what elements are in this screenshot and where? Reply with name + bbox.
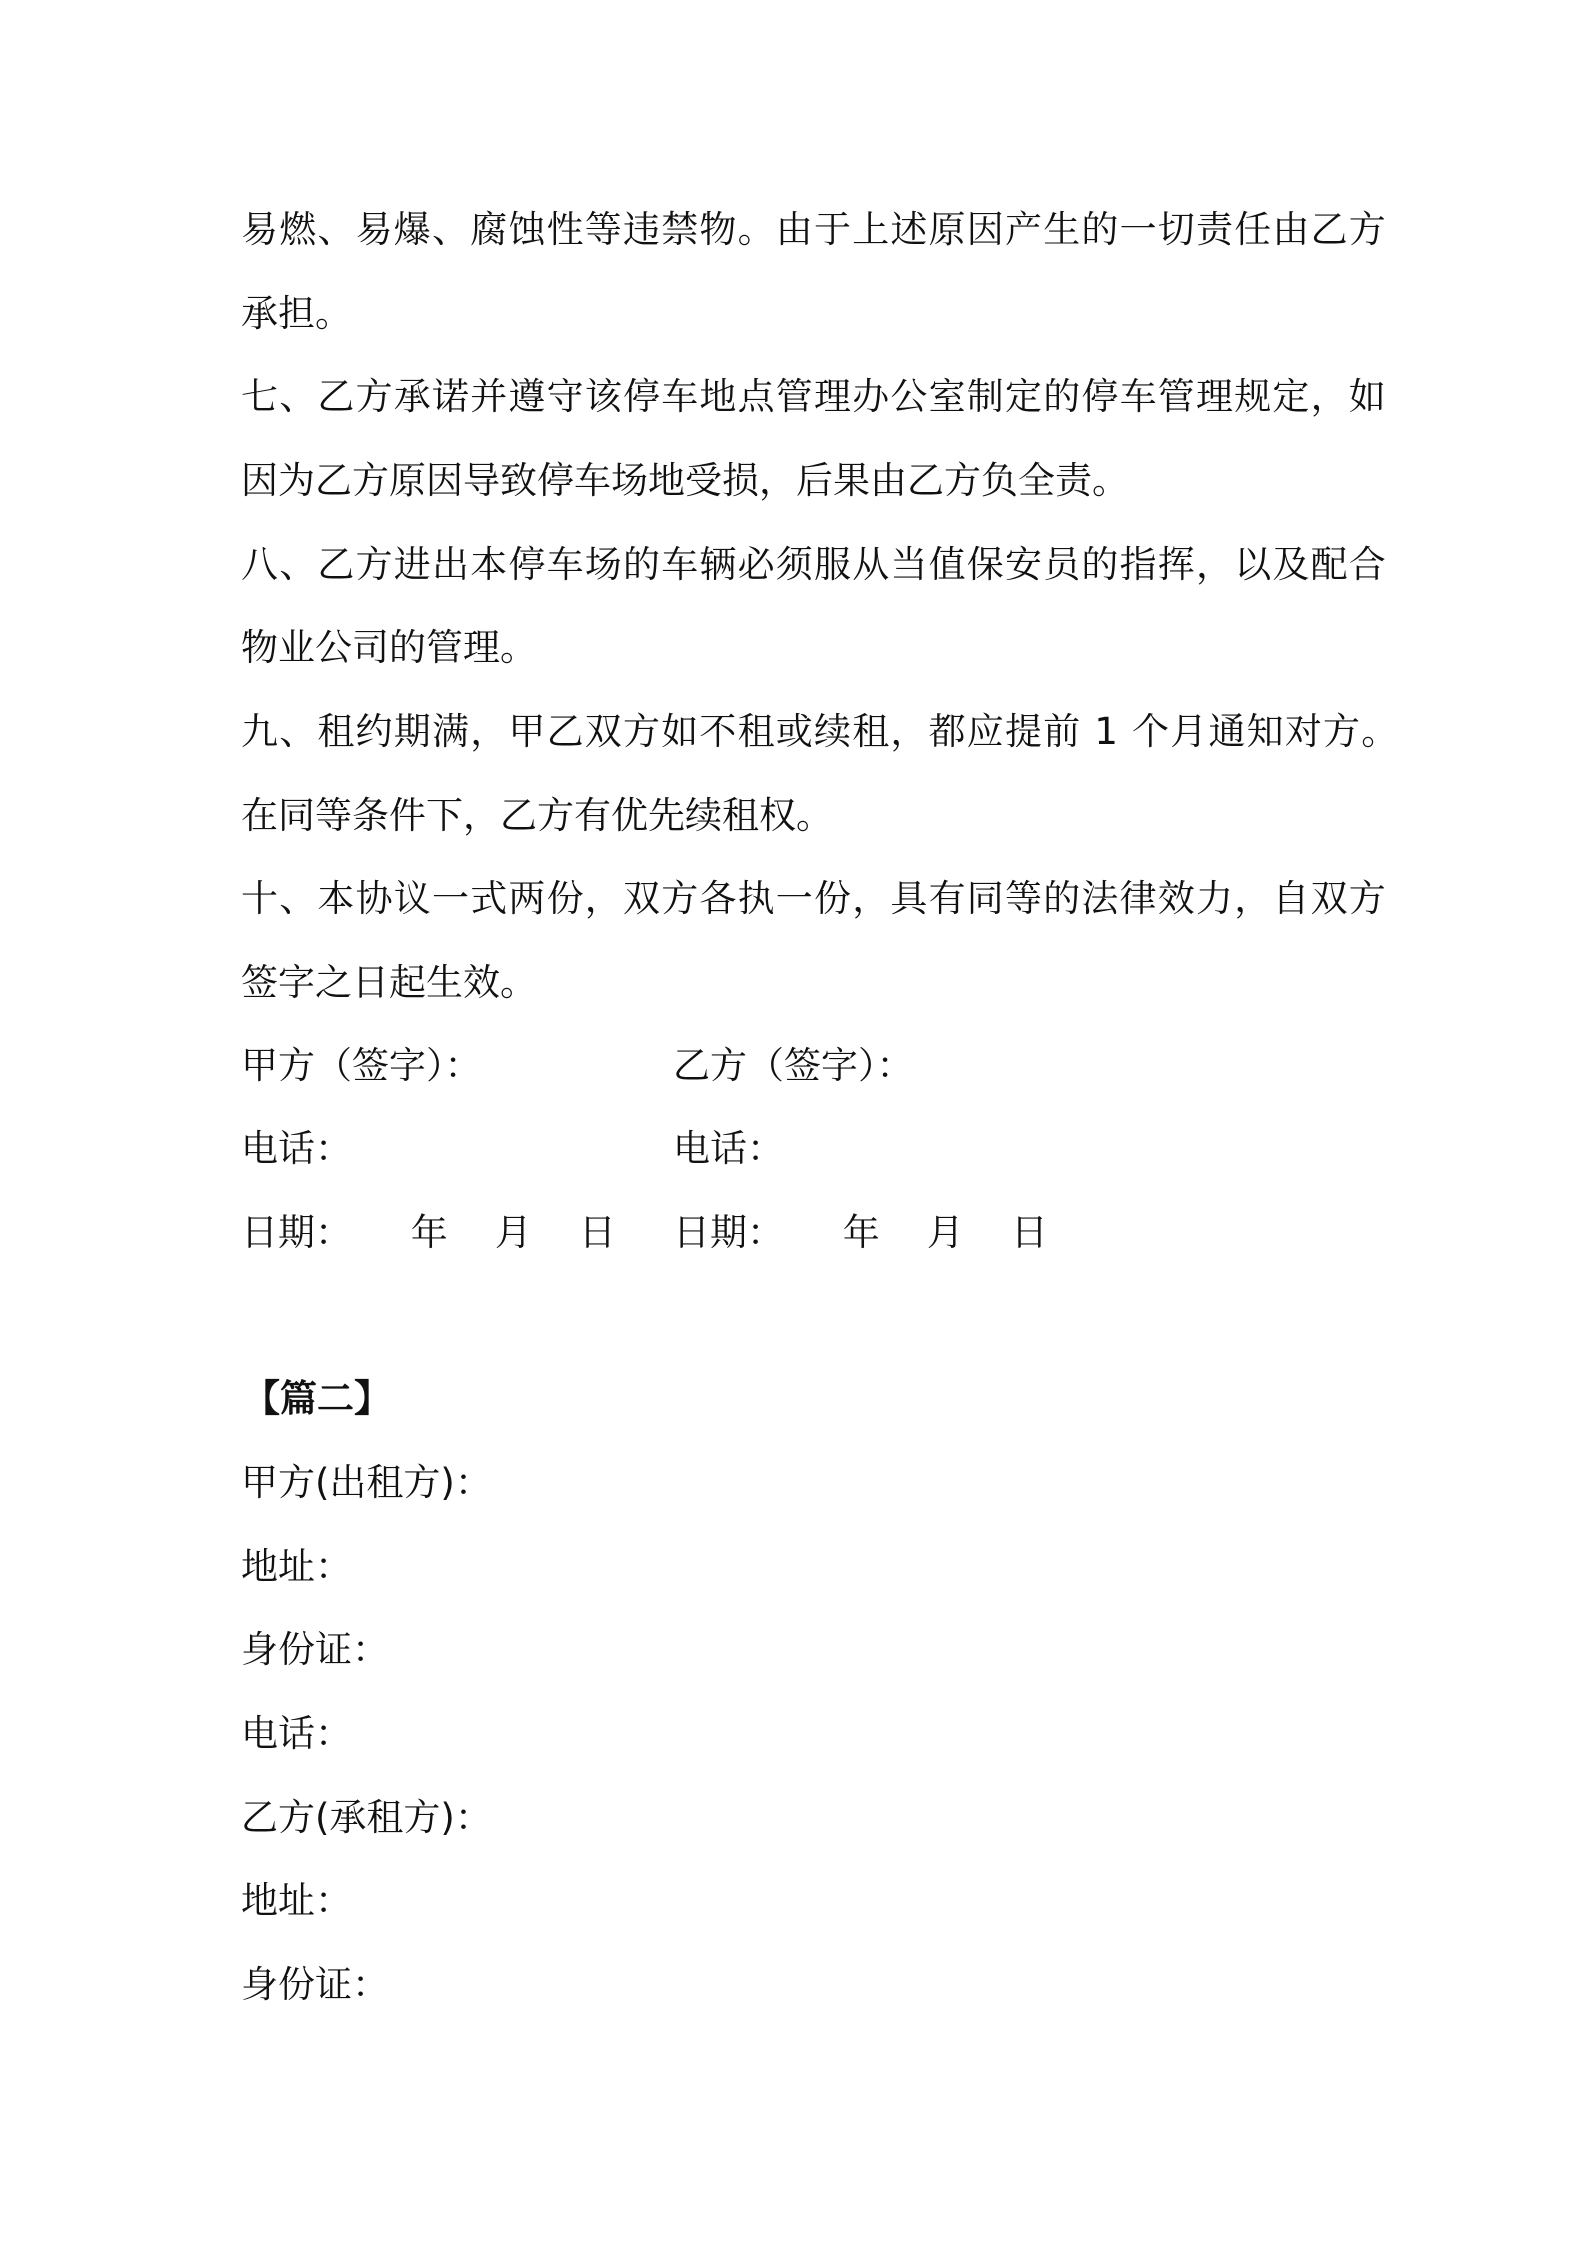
lessor-address-label: 地址： <box>241 1545 352 1588</box>
clause-line: 承担。 <box>241 292 352 335</box>
lessee-id-label: 身份证： <box>241 1963 389 2006</box>
clause-line: 易燃、易爆、腐蚀性等违禁物。由于上述原因产生的一切责任由乙方 <box>241 208 1387 251</box>
party-a-phone-label: 电话： <box>241 1127 352 1170</box>
party-a-signature-label: 甲方（签字）： <box>241 1044 482 1087</box>
clause-nine-line: 九、租约期满，甲乙双方如不租或续租，都应提前 1 个月通知对方。 <box>241 710 1400 753</box>
lessor-phone-label: 电话： <box>241 1712 352 1755</box>
clause-line: 物业公司的管理。 <box>241 626 537 669</box>
party-b-date-label: 日期： 年 月 日 <box>673 1211 1048 1254</box>
party-b-signature-label: 乙方（签字）： <box>673 1044 914 1087</box>
clause-line: 因为乙方原因导致停车场地受损，后果由乙方负全责。 <box>241 459 1129 502</box>
clause-ten-line: 十、本协议一式两份，双方各执一份，具有同等的法律效力，自双方 <box>241 877 1387 920</box>
lessor-id-label: 身份证： <box>241 1628 389 1671</box>
lessee-address-label: 地址： <box>241 1879 352 1922</box>
party-a-date-label: 日期： 年 月 日 <box>241 1211 616 1254</box>
lessor-label: 甲方(出租方)： <box>241 1461 492 1504</box>
party-b-phone-label: 电话： <box>673 1127 784 1170</box>
clause-eight-line: 八、乙方进出本停车场的车辆必须服从当值保安员的指挥，以及配合 <box>241 543 1387 586</box>
clause-seven-line: 七、乙方承诺并遵守该停车地点管理办公室制定的停车管理规定，如 <box>241 375 1387 418</box>
part-two-heading: 【篇二】 <box>243 1377 391 1420</box>
clause-line: 在同等条件下，乙方有优先续租权。 <box>241 794 833 837</box>
lessee-label: 乙方(承租方)： <box>241 1796 492 1839</box>
clause-line: 签字之日起生效。 <box>241 961 537 1004</box>
